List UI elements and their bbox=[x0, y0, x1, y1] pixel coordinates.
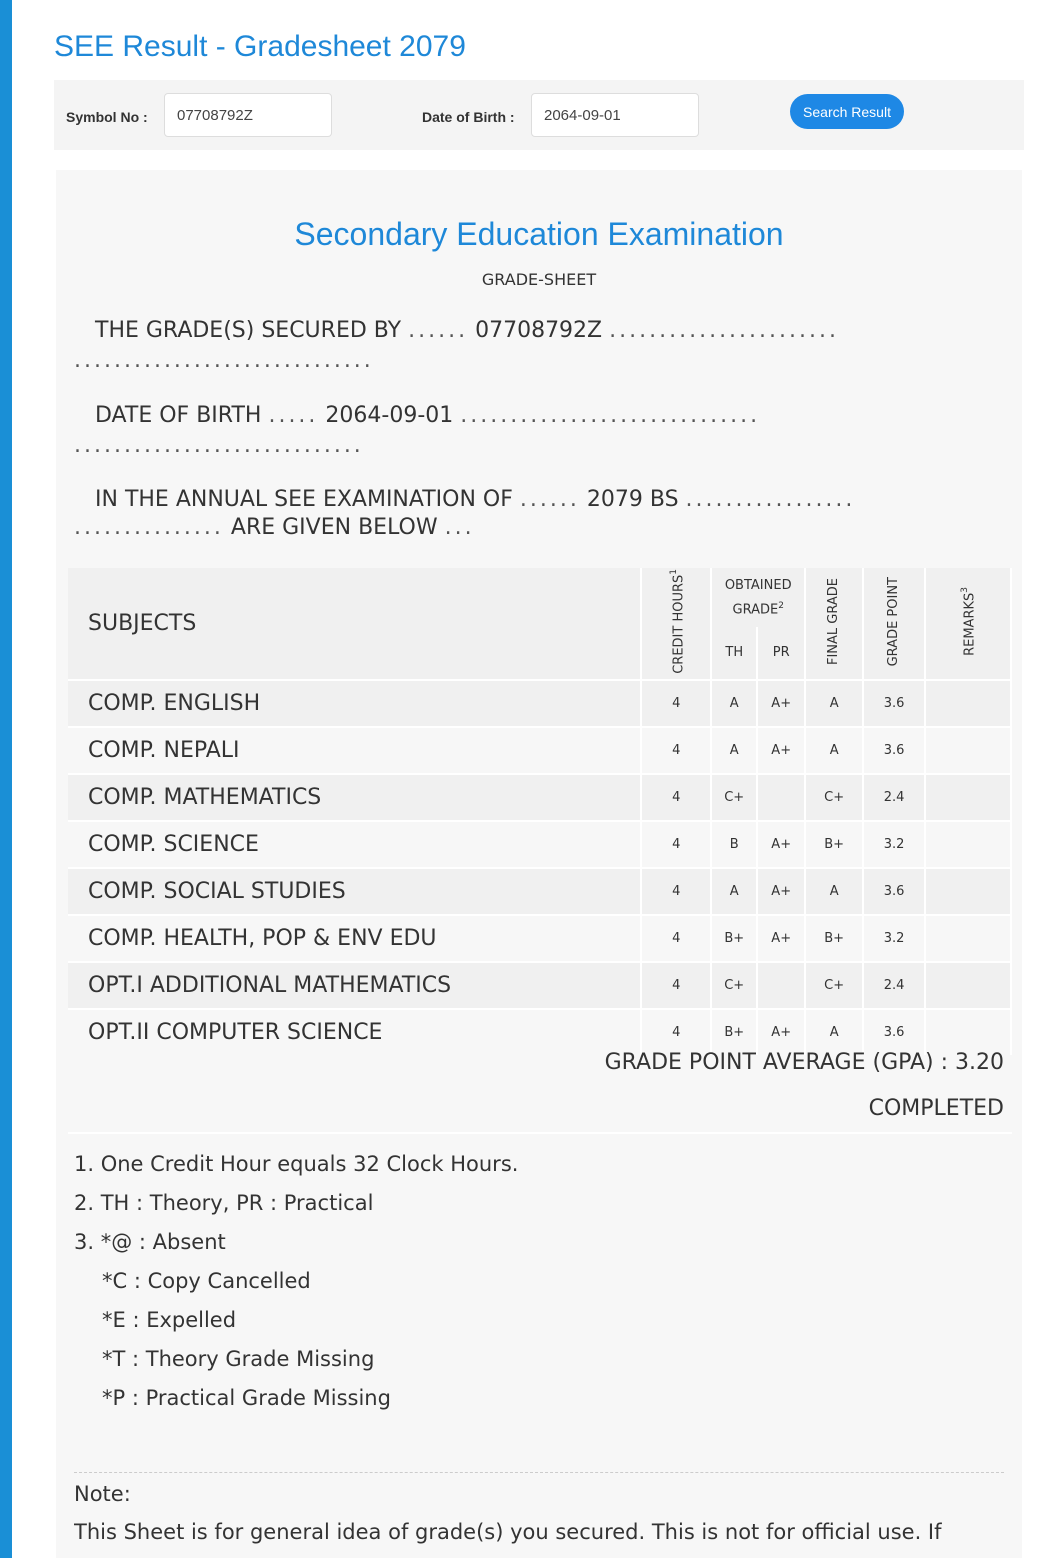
final-grade-cell: C+ bbox=[805, 774, 863, 821]
grade-point-cell: 3.6 bbox=[863, 680, 925, 727]
remarks-cell bbox=[925, 821, 1011, 868]
grade-point-cell: 3.6 bbox=[863, 727, 925, 774]
grade-point-cell: 3.2 bbox=[863, 915, 925, 962]
final-grade-cell: B+ bbox=[805, 821, 863, 868]
th-grade-cell: C+ bbox=[711, 962, 757, 1009]
sheet-subtitle: GRADE-SHEET bbox=[481, 270, 597, 289]
grades-table-body bbox=[68, 680, 1011, 1055]
note-label: Note: bbox=[74, 1482, 131, 1506]
remarks-cell bbox=[925, 727, 1011, 774]
remarks-cell bbox=[925, 1009, 1011, 1055]
pr-grade-cell bbox=[757, 774, 805, 821]
dob-line-value: 2064-09-01 bbox=[325, 403, 454, 428]
pr-grade-cell: A+ bbox=[757, 1009, 805, 1055]
subject-cell: OPT.I ADDITIONAL MATHEMATICS bbox=[68, 962, 641, 1009]
exam-label: IN THE ANNUAL SEE EXAMINATION OF bbox=[95, 487, 513, 512]
subject-cell: COMP. SCIENCE bbox=[68, 821, 641, 868]
grade-point-cell: 3.2 bbox=[863, 821, 925, 868]
grades-table bbox=[68, 568, 1012, 1055]
subject-cell: OPT.II COMPUTER SCIENCE bbox=[68, 1009, 641, 1055]
footnote-copy-cancelled: *C : Copy Cancelled bbox=[102, 1269, 311, 1293]
pr-grade-cell: A+ bbox=[757, 915, 805, 962]
credit-cell: 4 bbox=[641, 962, 711, 1009]
table-row bbox=[68, 868, 1011, 915]
left-accent-bar bbox=[0, 0, 12, 1558]
page-title: SEE Result - Gradesheet 2079 bbox=[54, 30, 466, 63]
dob-line-label: DATE OF BIRTH bbox=[95, 403, 262, 428]
footnote-theory-missing: *T : Theory Grade Missing bbox=[102, 1347, 375, 1371]
credit-cell: 4 bbox=[641, 727, 711, 774]
dob-input[interactable] bbox=[531, 93, 699, 137]
footnotes bbox=[74, 1145, 518, 1418]
credit-cell: 4 bbox=[641, 1009, 711, 1055]
result-status: COMPLETED bbox=[868, 1096, 1004, 1121]
footnote-1: 1. One Credit Hour equals 32 Clock Hours. bbox=[74, 1152, 519, 1176]
table-row bbox=[68, 1009, 1011, 1055]
pr-grade-cell: A+ bbox=[757, 680, 805, 727]
sheet-title: Secondary Education Examination bbox=[294, 216, 784, 252]
search-result-button[interactable]: Search Result bbox=[790, 94, 904, 129]
table-row bbox=[68, 915, 1011, 962]
subject-cell: COMP. ENGLISH bbox=[68, 680, 641, 727]
subject-cell: COMP. NEPALI bbox=[68, 727, 641, 774]
credit-hours-header: CREDIT HOURS$^1$ bbox=[641, 568, 711, 680]
dob-label: Date of Birth : bbox=[422, 109, 515, 125]
grade-point-cell: 2.4 bbox=[863, 774, 925, 821]
grade-point-header: GRADE POINT bbox=[863, 568, 925, 680]
pr-grade-cell: A+ bbox=[757, 821, 805, 868]
th-grade-cell: A bbox=[711, 868, 757, 915]
remarks-cell bbox=[925, 915, 1011, 962]
symbol-no-input[interactable] bbox=[164, 93, 332, 137]
table-row bbox=[68, 727, 1011, 774]
th-grade-cell: B+ bbox=[711, 915, 757, 962]
th-grade-cell: C+ bbox=[711, 774, 757, 821]
table-row bbox=[68, 821, 1011, 868]
final-grade-cell: B+ bbox=[805, 915, 863, 962]
final-grade-cell: A bbox=[805, 868, 863, 915]
remarks-cell bbox=[925, 868, 1011, 915]
note-text: This Sheet is for general idea of grade(s) you secured. This is not for official use. If bbox=[74, 1520, 942, 1544]
symbol-no-label: Symbol No : bbox=[66, 109, 148, 125]
final-grade-cell: C+ bbox=[805, 962, 863, 1009]
pr-grade-cell: A+ bbox=[757, 868, 805, 915]
th-grade-cell: A bbox=[711, 680, 757, 727]
given-below-line: ............... ARE GIVEN BELOW ... bbox=[74, 515, 475, 540]
th-grade-cell: A bbox=[711, 727, 757, 774]
given-below-text: ARE GIVEN BELOW bbox=[230, 515, 438, 540]
table-row bbox=[68, 962, 1011, 1009]
footnote-2: 2. TH : Theory, PR : Practical bbox=[74, 1191, 374, 1215]
table-row bbox=[68, 774, 1011, 821]
secured-by-value: 07708792Z bbox=[475, 318, 603, 343]
dob-dots: ............................. bbox=[74, 433, 364, 458]
remarks-header: REMARKS$^3$ bbox=[925, 568, 1011, 680]
footnote-practical-missing: *P : Practical Grade Missing bbox=[102, 1386, 391, 1410]
remarks-cell bbox=[925, 962, 1011, 1009]
final-grade-cell: A bbox=[805, 727, 863, 774]
credit-cell: 4 bbox=[641, 868, 711, 915]
footnote-expelled: *E : Expelled bbox=[102, 1308, 237, 1332]
th-grade-cell: B+ bbox=[711, 1009, 757, 1055]
subject-cell: COMP. SOCIAL STUDIES bbox=[68, 868, 641, 915]
gpa-text: GRADE POINT AVERAGE (GPA) : 3.20 bbox=[604, 1050, 1004, 1075]
th-grade-cell: B bbox=[711, 821, 757, 868]
exam-value: 2079 BS bbox=[586, 487, 679, 512]
final-grade-header: FINAL GRADE bbox=[805, 568, 863, 680]
grades-table-wrapper bbox=[68, 568, 1012, 1055]
exam-line: IN THE ANNUAL SEE EXAMINATION OF ...... 2079 BS ................. bbox=[95, 487, 856, 512]
subjects-header: SUBJECTS bbox=[68, 568, 641, 680]
dob-line: DATE OF BIRTH ..... 2064-09-01 .............................. bbox=[95, 403, 761, 428]
remarks-cell bbox=[925, 774, 1011, 821]
divider bbox=[68, 1132, 1012, 1134]
credit-cell: 4 bbox=[641, 680, 711, 727]
grade-point-cell: 3.6 bbox=[863, 1009, 925, 1055]
subject-cell: COMP. HEALTH, POP & ENV EDU bbox=[68, 915, 641, 962]
obtained-grade-header: OBTAINED GRADE$^2$ bbox=[711, 568, 805, 627]
grade-point-cell: 3.6 bbox=[863, 868, 925, 915]
secured-by-label: THE GRADE(S) SECURED BY bbox=[95, 318, 402, 343]
th-header: TH bbox=[711, 627, 757, 680]
secured-by-line: THE GRADE(S) SECURED BY ...... 07708792Z ....................... bbox=[95, 318, 839, 343]
grade-point-cell: 2.4 bbox=[863, 962, 925, 1009]
credit-cell: 4 bbox=[641, 915, 711, 962]
pr-grade-cell: A+ bbox=[757, 727, 805, 774]
credit-cell: 4 bbox=[641, 821, 711, 868]
footnote-3: 3. *@ : Absent bbox=[74, 1230, 226, 1254]
table-row bbox=[68, 680, 1011, 727]
subject-cell: COMP. MATHEMATICS bbox=[68, 774, 641, 821]
remarks-cell bbox=[925, 680, 1011, 727]
pr-grade-cell bbox=[757, 962, 805, 1009]
note-separator bbox=[74, 1472, 1004, 1473]
final-grade-cell: A bbox=[805, 1009, 863, 1055]
secured-by-dots: .............................. bbox=[74, 348, 374, 373]
final-grade-cell: A bbox=[805, 680, 863, 727]
credit-cell: 4 bbox=[641, 774, 711, 821]
pr-header: PR bbox=[757, 627, 805, 680]
